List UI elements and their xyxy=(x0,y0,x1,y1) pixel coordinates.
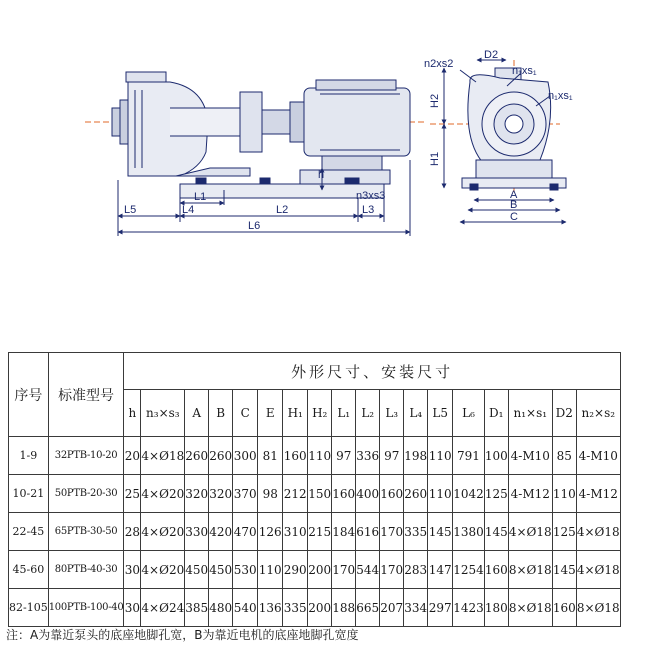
label-l2: L2 xyxy=(276,204,289,216)
value-cell: 385 xyxy=(185,589,209,627)
dim-header: L₃ xyxy=(380,390,404,437)
value-cell: 180 xyxy=(484,589,508,627)
dim-header: C xyxy=(233,390,258,437)
value-cell: 4×Ø20 xyxy=(141,475,185,513)
value-cell: 215 xyxy=(308,513,332,551)
value-cell: 145 xyxy=(428,513,453,551)
value-cell: 665 xyxy=(356,589,380,627)
value-cell: 544 xyxy=(356,551,380,589)
value-cell: 198 xyxy=(404,437,428,475)
dim-header: L₄ xyxy=(404,390,428,437)
value-cell: 188 xyxy=(332,589,356,627)
table-row xyxy=(9,551,621,589)
label-h: h xyxy=(318,169,325,181)
value-cell: 450 xyxy=(185,551,209,589)
value-cell: 160 xyxy=(380,475,404,513)
label-l4: L4 xyxy=(182,204,195,216)
value-cell: 420 xyxy=(209,513,233,551)
value-cell: 170 xyxy=(380,551,404,589)
value-cell: 200 xyxy=(308,589,332,627)
index-cell: 1-9 xyxy=(9,437,49,475)
value-cell: 4×Ø20 xyxy=(141,513,185,551)
dim-header: A xyxy=(185,390,209,437)
label-d2: D2 xyxy=(484,49,499,61)
table-row xyxy=(9,437,621,475)
label-c: C xyxy=(510,211,518,223)
value-cell: 530 xyxy=(233,551,258,589)
value-cell: 145 xyxy=(484,513,508,551)
dim-header: n₃×s₃ xyxy=(141,390,185,437)
value-cell: 110 xyxy=(428,437,453,475)
value-cell: 336 xyxy=(356,437,380,475)
dim-header: L5 xyxy=(428,390,453,437)
value-cell: 8×Ø18 xyxy=(508,551,552,589)
value-cell: 200 xyxy=(308,551,332,589)
label-n3xs3: n3xs3 xyxy=(356,190,386,202)
model-cell: 100PTB-100-40 xyxy=(48,589,124,627)
value-cell: 184 xyxy=(332,513,356,551)
value-cell: 450 xyxy=(209,551,233,589)
value-cell: 260 xyxy=(185,437,209,475)
value-cell: 1423 xyxy=(453,589,485,627)
value-cell: 4-M10 xyxy=(576,437,620,475)
front-view xyxy=(430,60,566,222)
table-row xyxy=(9,475,621,513)
value-cell: 160 xyxy=(552,589,576,627)
dim-header: H₂ xyxy=(308,390,332,437)
value-cell: 290 xyxy=(283,551,308,589)
value-cell: 4×Ø18 xyxy=(141,437,185,475)
value-cell: 320 xyxy=(209,475,233,513)
dim-header: D2 xyxy=(552,390,576,437)
value-cell: 81 xyxy=(258,437,283,475)
model-cell: 80PTB-40-30 xyxy=(48,551,124,589)
value-cell: 85 xyxy=(552,437,576,475)
index-cell: 45-60 xyxy=(9,551,49,589)
label-h2: H2 xyxy=(429,93,441,108)
dim-header: B xyxy=(209,390,233,437)
value-cell: 207 xyxy=(380,589,404,627)
dimension-table xyxy=(8,352,621,627)
value-cell: 4-M12 xyxy=(508,475,552,513)
value-cell: 110 xyxy=(428,475,453,513)
value-cell: 100 xyxy=(484,437,508,475)
label-h1: H1 xyxy=(429,151,441,166)
value-cell: 212 xyxy=(283,475,308,513)
value-cell: 160 xyxy=(283,437,308,475)
table-body xyxy=(9,437,621,627)
value-cell: 20 xyxy=(124,437,141,475)
dim-header: H₁ xyxy=(283,390,308,437)
value-cell: 110 xyxy=(308,437,332,475)
value-cell: 540 xyxy=(233,589,258,627)
value-cell: 97 xyxy=(332,437,356,475)
value-cell: 25 xyxy=(124,475,141,513)
model-cell: 32PTB-10-20 xyxy=(48,437,124,475)
value-cell: 28 xyxy=(124,513,141,551)
value-cell: 98 xyxy=(258,475,283,513)
value-cell: 136 xyxy=(258,589,283,627)
value-cell: 30 xyxy=(124,589,141,627)
dim-header: n₂×s₂ xyxy=(576,390,620,437)
index-cell: 10-21 xyxy=(9,475,49,513)
value-cell: 4×Ø18 xyxy=(508,513,552,551)
value-cell: 97 xyxy=(380,437,404,475)
value-cell: 370 xyxy=(233,475,258,513)
value-cell: 160 xyxy=(332,475,356,513)
value-cell: 125 xyxy=(552,513,576,551)
value-cell: 616 xyxy=(356,513,380,551)
value-cell: 170 xyxy=(380,513,404,551)
value-cell: 1254 xyxy=(453,551,485,589)
index-cell: 22-45 xyxy=(9,513,49,551)
value-cell: 320 xyxy=(185,475,209,513)
value-cell: 297 xyxy=(428,589,453,627)
value-cell: 160 xyxy=(484,551,508,589)
dim-header: D₁ xyxy=(484,390,508,437)
value-cell: 4×Ø18 xyxy=(576,551,620,589)
value-cell: 8×Ø18 xyxy=(576,589,620,627)
index-cell: 82-105 xyxy=(9,589,49,627)
value-cell: 791 xyxy=(453,437,485,475)
value-cell: 1380 xyxy=(453,513,485,551)
value-cell: 4×Ø20 xyxy=(141,551,185,589)
label-n1xs1-side: n₁xs₁ xyxy=(548,90,573,102)
value-cell: 470 xyxy=(233,513,258,551)
value-cell: 170 xyxy=(332,551,356,589)
label-l3: L3 xyxy=(362,204,375,216)
dim-header: E xyxy=(258,390,283,437)
value-cell: 400 xyxy=(356,475,380,513)
dim-header: L₂ xyxy=(356,390,380,437)
value-cell: 4-M10 xyxy=(508,437,552,475)
label-b: B xyxy=(510,199,518,211)
value-cell: 150 xyxy=(308,475,332,513)
label-n2xs2: n2xs2 xyxy=(424,58,454,70)
header-dimensions-group: 外形尺寸、安装尺寸 xyxy=(124,353,620,390)
pump-dimension-drawing xyxy=(0,0,655,250)
value-cell: 125 xyxy=(484,475,508,513)
value-cell: 300 xyxy=(233,437,258,475)
model-cell: 65PTB-30-50 xyxy=(48,513,124,551)
dim-header: L₁ xyxy=(332,390,356,437)
header-model: 标准型号 xyxy=(48,353,124,437)
value-cell: 1042 xyxy=(453,475,485,513)
model-cell: 50PTB-20-30 xyxy=(48,475,124,513)
label-a: A xyxy=(510,189,518,201)
value-cell: 4×Ø18 xyxy=(576,513,620,551)
value-cell: 30 xyxy=(124,551,141,589)
value-cell: 8×Ø18 xyxy=(508,589,552,627)
label-l6: L6 xyxy=(248,220,261,232)
table-row xyxy=(9,513,621,551)
value-cell: 110 xyxy=(258,551,283,589)
value-cell: 147 xyxy=(428,551,453,589)
value-cell: 110 xyxy=(552,475,576,513)
dim-header: h xyxy=(124,390,141,437)
value-cell: 330 xyxy=(185,513,209,551)
footnote: 注：A为靠近泵头的底座地脚孔宽，B为靠近电机的底座地脚孔宽度 xyxy=(6,628,359,642)
value-cell: 260 xyxy=(209,437,233,475)
dim-header: L₆ xyxy=(453,390,485,437)
label-l5: L5 xyxy=(124,204,137,216)
value-cell: 310 xyxy=(283,513,308,551)
value-cell: 260 xyxy=(404,475,428,513)
dim-header: n₁×s₁ xyxy=(508,390,552,437)
value-cell: 334 xyxy=(404,589,428,627)
value-cell: 480 xyxy=(209,589,233,627)
value-cell: 335 xyxy=(283,589,308,627)
label-l1: L1 xyxy=(194,191,207,203)
value-cell: 4×Ø24 xyxy=(141,589,185,627)
label-n1xs1-top: n₁xs₁ xyxy=(512,65,537,77)
table-row xyxy=(9,589,621,627)
value-cell: 335 xyxy=(404,513,428,551)
value-cell: 283 xyxy=(404,551,428,589)
value-cell: 126 xyxy=(258,513,283,551)
value-cell: 145 xyxy=(552,551,576,589)
header-index: 序号 xyxy=(9,353,49,437)
value-cell: 4-M12 xyxy=(576,475,620,513)
